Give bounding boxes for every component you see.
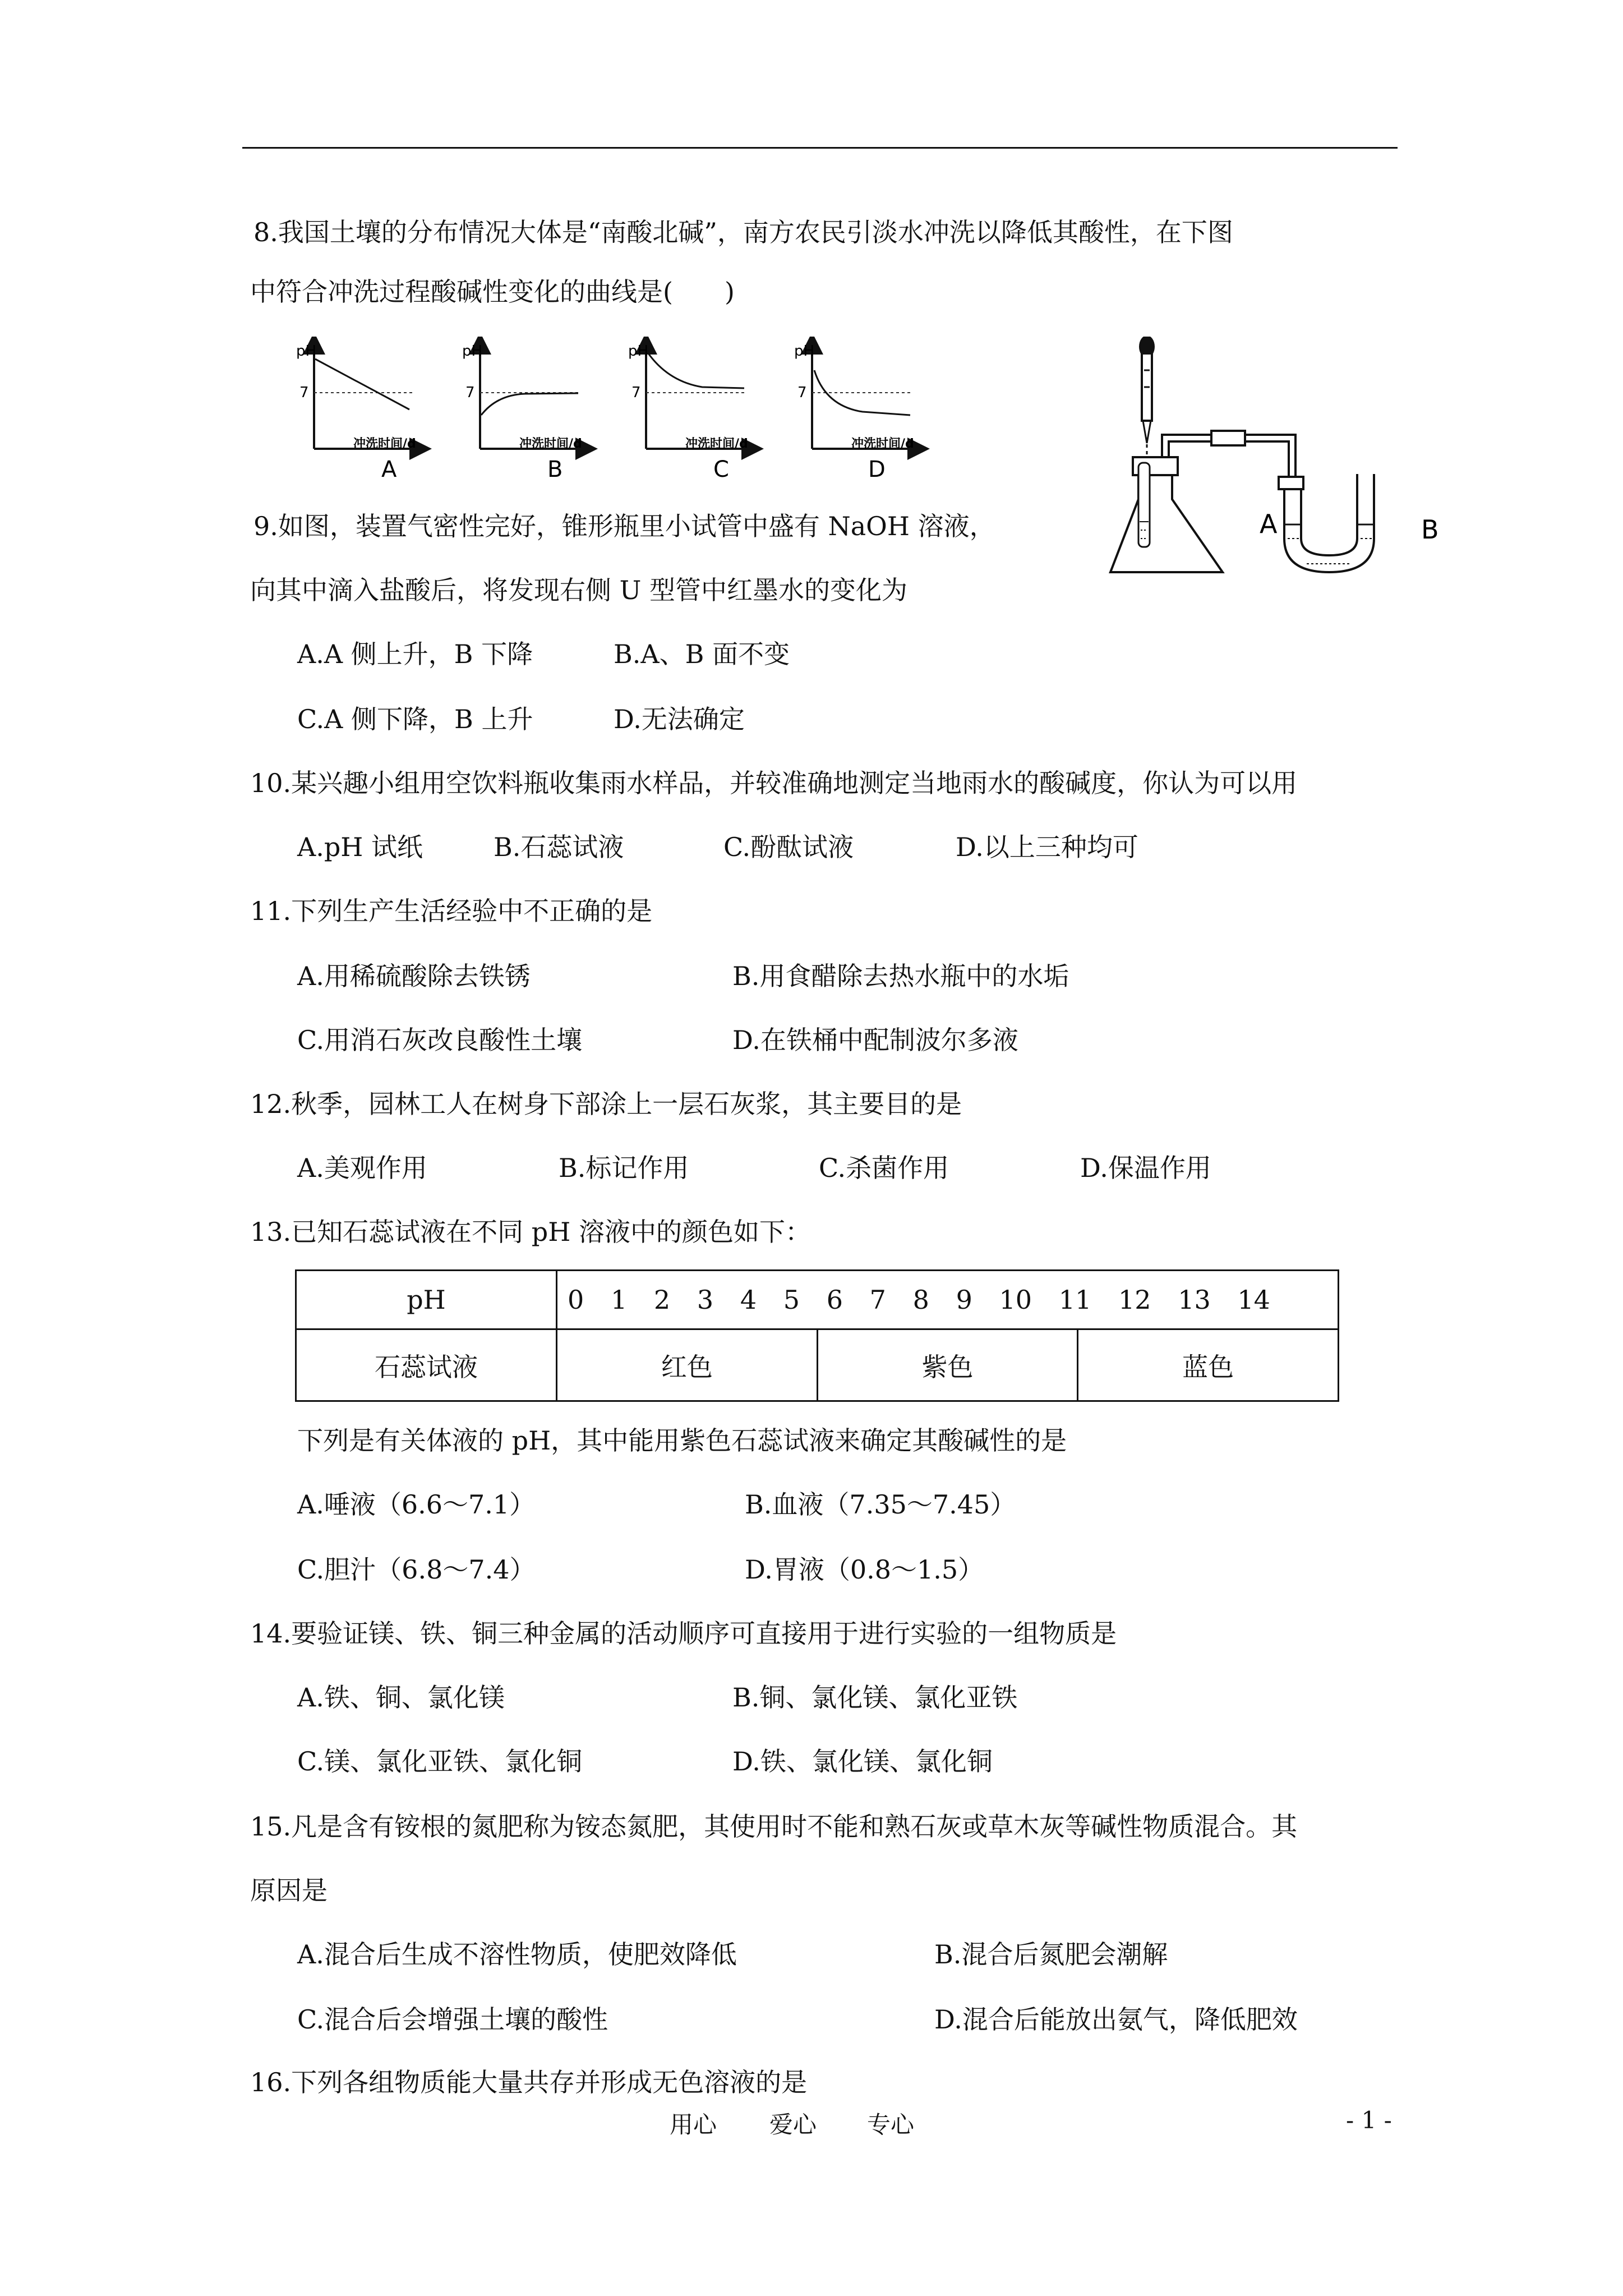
ph-value: 6 bbox=[826, 1285, 843, 1315]
graph-c-letter: C bbox=[713, 457, 729, 482]
q12-stem: 12.秋季，园林工人在树身下部涂上一层石灰浆，其主要目的是 bbox=[250, 1089, 962, 1119]
graph-d-ylabel: pH bbox=[794, 343, 815, 360]
u-tube-label-a: A bbox=[1260, 509, 1278, 539]
graph-a bbox=[296, 343, 421, 482]
ph-value: 11 bbox=[1058, 1285, 1092, 1315]
ph-value: 7 bbox=[869, 1285, 886, 1315]
graph-c-ref: 7 bbox=[631, 384, 641, 401]
q10-option-c: C.酚酞试液 bbox=[723, 832, 854, 862]
q13-stem: 13.已知石蕊试液在不同 pH 溶液中的颜色如下： bbox=[250, 1217, 811, 1247]
conical-flask-icon bbox=[1110, 457, 1223, 572]
table-cell-blue: 蓝色 bbox=[1078, 1329, 1339, 1401]
page-number: - 1 - bbox=[1346, 2106, 1392, 2134]
q9-stem-line1: 9.如图，装置气密性完好，锥形瓶里小试管中盛有 NaOH 溶液， bbox=[253, 511, 995, 541]
table-row-litmus bbox=[296, 1329, 1339, 1401]
graph-b-xlabel: 冲洗时间/d bbox=[519, 437, 582, 451]
ph-value: 10 bbox=[999, 1285, 1032, 1315]
q16-stem: 16.下列各组物质能大量共存并形成无色溶液的是 bbox=[250, 2067, 808, 2097]
q11-option-d: D.在铁桶中配制波尔多液 bbox=[732, 1025, 1018, 1055]
q13-option-b: B.血液（7.35～7.45） bbox=[745, 1489, 1016, 1520]
graph-d-xlabel: 冲洗时间/d bbox=[851, 437, 914, 451]
graph-a-xlabel: 冲洗时间/d bbox=[353, 437, 416, 451]
q14-option-b: B.铜、氯化镁、氯化亚铁 bbox=[732, 1682, 1018, 1713]
q8-stem-line1: 8.我国土壤的分布情况大体是“南酸北碱”，南方农民引淡水冲洗以降低其酸性，在下图 bbox=[253, 217, 1233, 247]
table-row-ph bbox=[296, 1271, 1339, 1329]
q12-option-d: D.保温作用 bbox=[1080, 1153, 1211, 1183]
q9-option-c: C.A 侧下降，B 上升 bbox=[297, 704, 533, 734]
graph-c-ylabel: pH bbox=[628, 343, 649, 360]
q15-option-b: B.混合后氮肥会潮解 bbox=[934, 1939, 1168, 1970]
q11-option-b: B.用食醋除去热水瓶中的水垢 bbox=[732, 961, 1069, 991]
footer-slogan-1: 用心 bbox=[670, 2111, 717, 2138]
ph-value: 14 bbox=[1237, 1285, 1270, 1315]
connecting-tube-icon bbox=[1162, 431, 1295, 477]
q14-option-d: D.铁、氯化镁、氯化铜 bbox=[732, 1746, 993, 1777]
table-cell-purple: 紫色 bbox=[817, 1329, 1078, 1401]
q12-option-b: B.标记作用 bbox=[559, 1153, 689, 1183]
q9-option-a: A.A 侧上升，B 下降 bbox=[297, 639, 533, 669]
ph-value: 8 bbox=[912, 1285, 929, 1315]
q8-stem-line2: 中符合冲洗过程酸碱性变化的曲线是( ) bbox=[250, 277, 735, 307]
q13-substem: 下列是有关体液的 pH，其中能用紫色石蕊试液来确定其酸碱性的是 bbox=[297, 1425, 1067, 1456]
q14-option-a: A.铁、铜、氯化镁 bbox=[297, 1682, 505, 1713]
ph-value: 2 bbox=[653, 1285, 671, 1315]
ph-value: 12 bbox=[1118, 1285, 1151, 1315]
graph-b-ylabel: pH bbox=[462, 343, 483, 360]
header-rule bbox=[242, 147, 1398, 149]
q12-option-a: A.美观作用 bbox=[297, 1153, 427, 1183]
q14-stem: 14.要验证镁、铁、铜三种金属的活动顺序可直接用于进行实验的一组物质是 bbox=[250, 1618, 1117, 1649]
q11-option-a: A.用稀硫酸除去铁锈 bbox=[297, 961, 531, 991]
q10-stem: 10.某兴趣小组用空饮料瓶收集雨水样品，并较准确地测定当地雨水的酸碱度，你认为可以用 bbox=[250, 768, 1298, 798]
graph-d bbox=[794, 343, 919, 482]
q12-option-c: C.杀菌作用 bbox=[819, 1153, 949, 1183]
q13-option-c: C.胆汁（6.8～7.4） bbox=[297, 1554, 536, 1585]
graph-c-xlabel: 冲洗时间/d bbox=[685, 437, 748, 451]
u-tube-label-b: B bbox=[1421, 514, 1439, 545]
graph-a-ylabel: pH bbox=[296, 343, 317, 360]
graph-a-letter: A bbox=[381, 457, 397, 482]
q9-stem-line2: 向其中滴入盐酸后，将发现右侧 U 型管中红墨水的变化为 bbox=[250, 575, 908, 605]
q15-option-c: C.混合后会增强土壤的酸性 bbox=[297, 2004, 608, 2035]
ph-value: 13 bbox=[1178, 1285, 1211, 1315]
dropper-icon bbox=[1139, 337, 1155, 454]
litmus-color-table bbox=[295, 1269, 1339, 1402]
footer-slogan-3: 专心 bbox=[867, 2111, 915, 2138]
table-cell-litmus-label: 石蕊试液 bbox=[296, 1329, 557, 1401]
q14-option-c: C.镁、氯化亚铁、氯化铜 bbox=[297, 1746, 583, 1777]
ph-value: 9 bbox=[956, 1285, 972, 1315]
q9-option-b: B.A、B 面不变 bbox=[614, 639, 790, 669]
ph-value: 0 bbox=[568, 1285, 584, 1315]
q11-option-c: C.用消石灰改良酸性土壤 bbox=[297, 1025, 583, 1055]
q15-option-d: D.混合后能放出氨气，降低肥效 bbox=[934, 2004, 1298, 2035]
ph-scale bbox=[557, 1285, 1338, 1315]
q10-option-b: B.石蕊试液 bbox=[494, 832, 624, 862]
q15-stem-line2: 原因是 bbox=[250, 1875, 328, 1906]
q11-stem: 11.下列生产生活经验中不正确的是 bbox=[250, 896, 653, 926]
q13-option-a: A.唾液（6.6～7.1） bbox=[297, 1489, 536, 1520]
graph-c bbox=[628, 343, 753, 482]
graph-b bbox=[462, 343, 587, 482]
q15-option-a: A.混合后生成不溶性物质，使肥效降低 bbox=[297, 1939, 737, 1970]
graph-b-ref: 7 bbox=[465, 384, 475, 401]
ph-value: 1 bbox=[610, 1285, 628, 1315]
q9-option-d: D.无法确定 bbox=[614, 704, 745, 734]
q15-stem-line1: 15.凡是含有铵根的氮肥称为铵态氮肥，其使用时不能和熟石灰或草木灰等碱性物质混合。其 bbox=[250, 1811, 1298, 1842]
table-cell-ph-values bbox=[557, 1271, 1339, 1329]
footer-slogan-2: 爱心 bbox=[769, 2111, 817, 2138]
ph-value: 3 bbox=[697, 1285, 714, 1315]
ph-value: 4 bbox=[740, 1285, 757, 1315]
graph-a-ref: 7 bbox=[299, 384, 309, 401]
q13-option-d: D.胃液（0.8～1.5） bbox=[745, 1554, 984, 1585]
q9-apparatus bbox=[1099, 337, 1458, 595]
q10-option-a: A.pH 试纸 bbox=[297, 832, 423, 862]
table-cell-ph-label: pH bbox=[296, 1271, 557, 1329]
graph-d-ref: 7 bbox=[797, 384, 807, 401]
graph-b-letter: B bbox=[547, 457, 563, 482]
u-tube-icon bbox=[1279, 474, 1374, 572]
graph-d-letter: D bbox=[868, 457, 886, 482]
q8-graphs bbox=[292, 337, 942, 488]
ph-value: 5 bbox=[783, 1285, 800, 1315]
q10-option-d: D.以上三种均可 bbox=[956, 832, 1138, 862]
table-cell-red: 红色 bbox=[557, 1329, 818, 1401]
